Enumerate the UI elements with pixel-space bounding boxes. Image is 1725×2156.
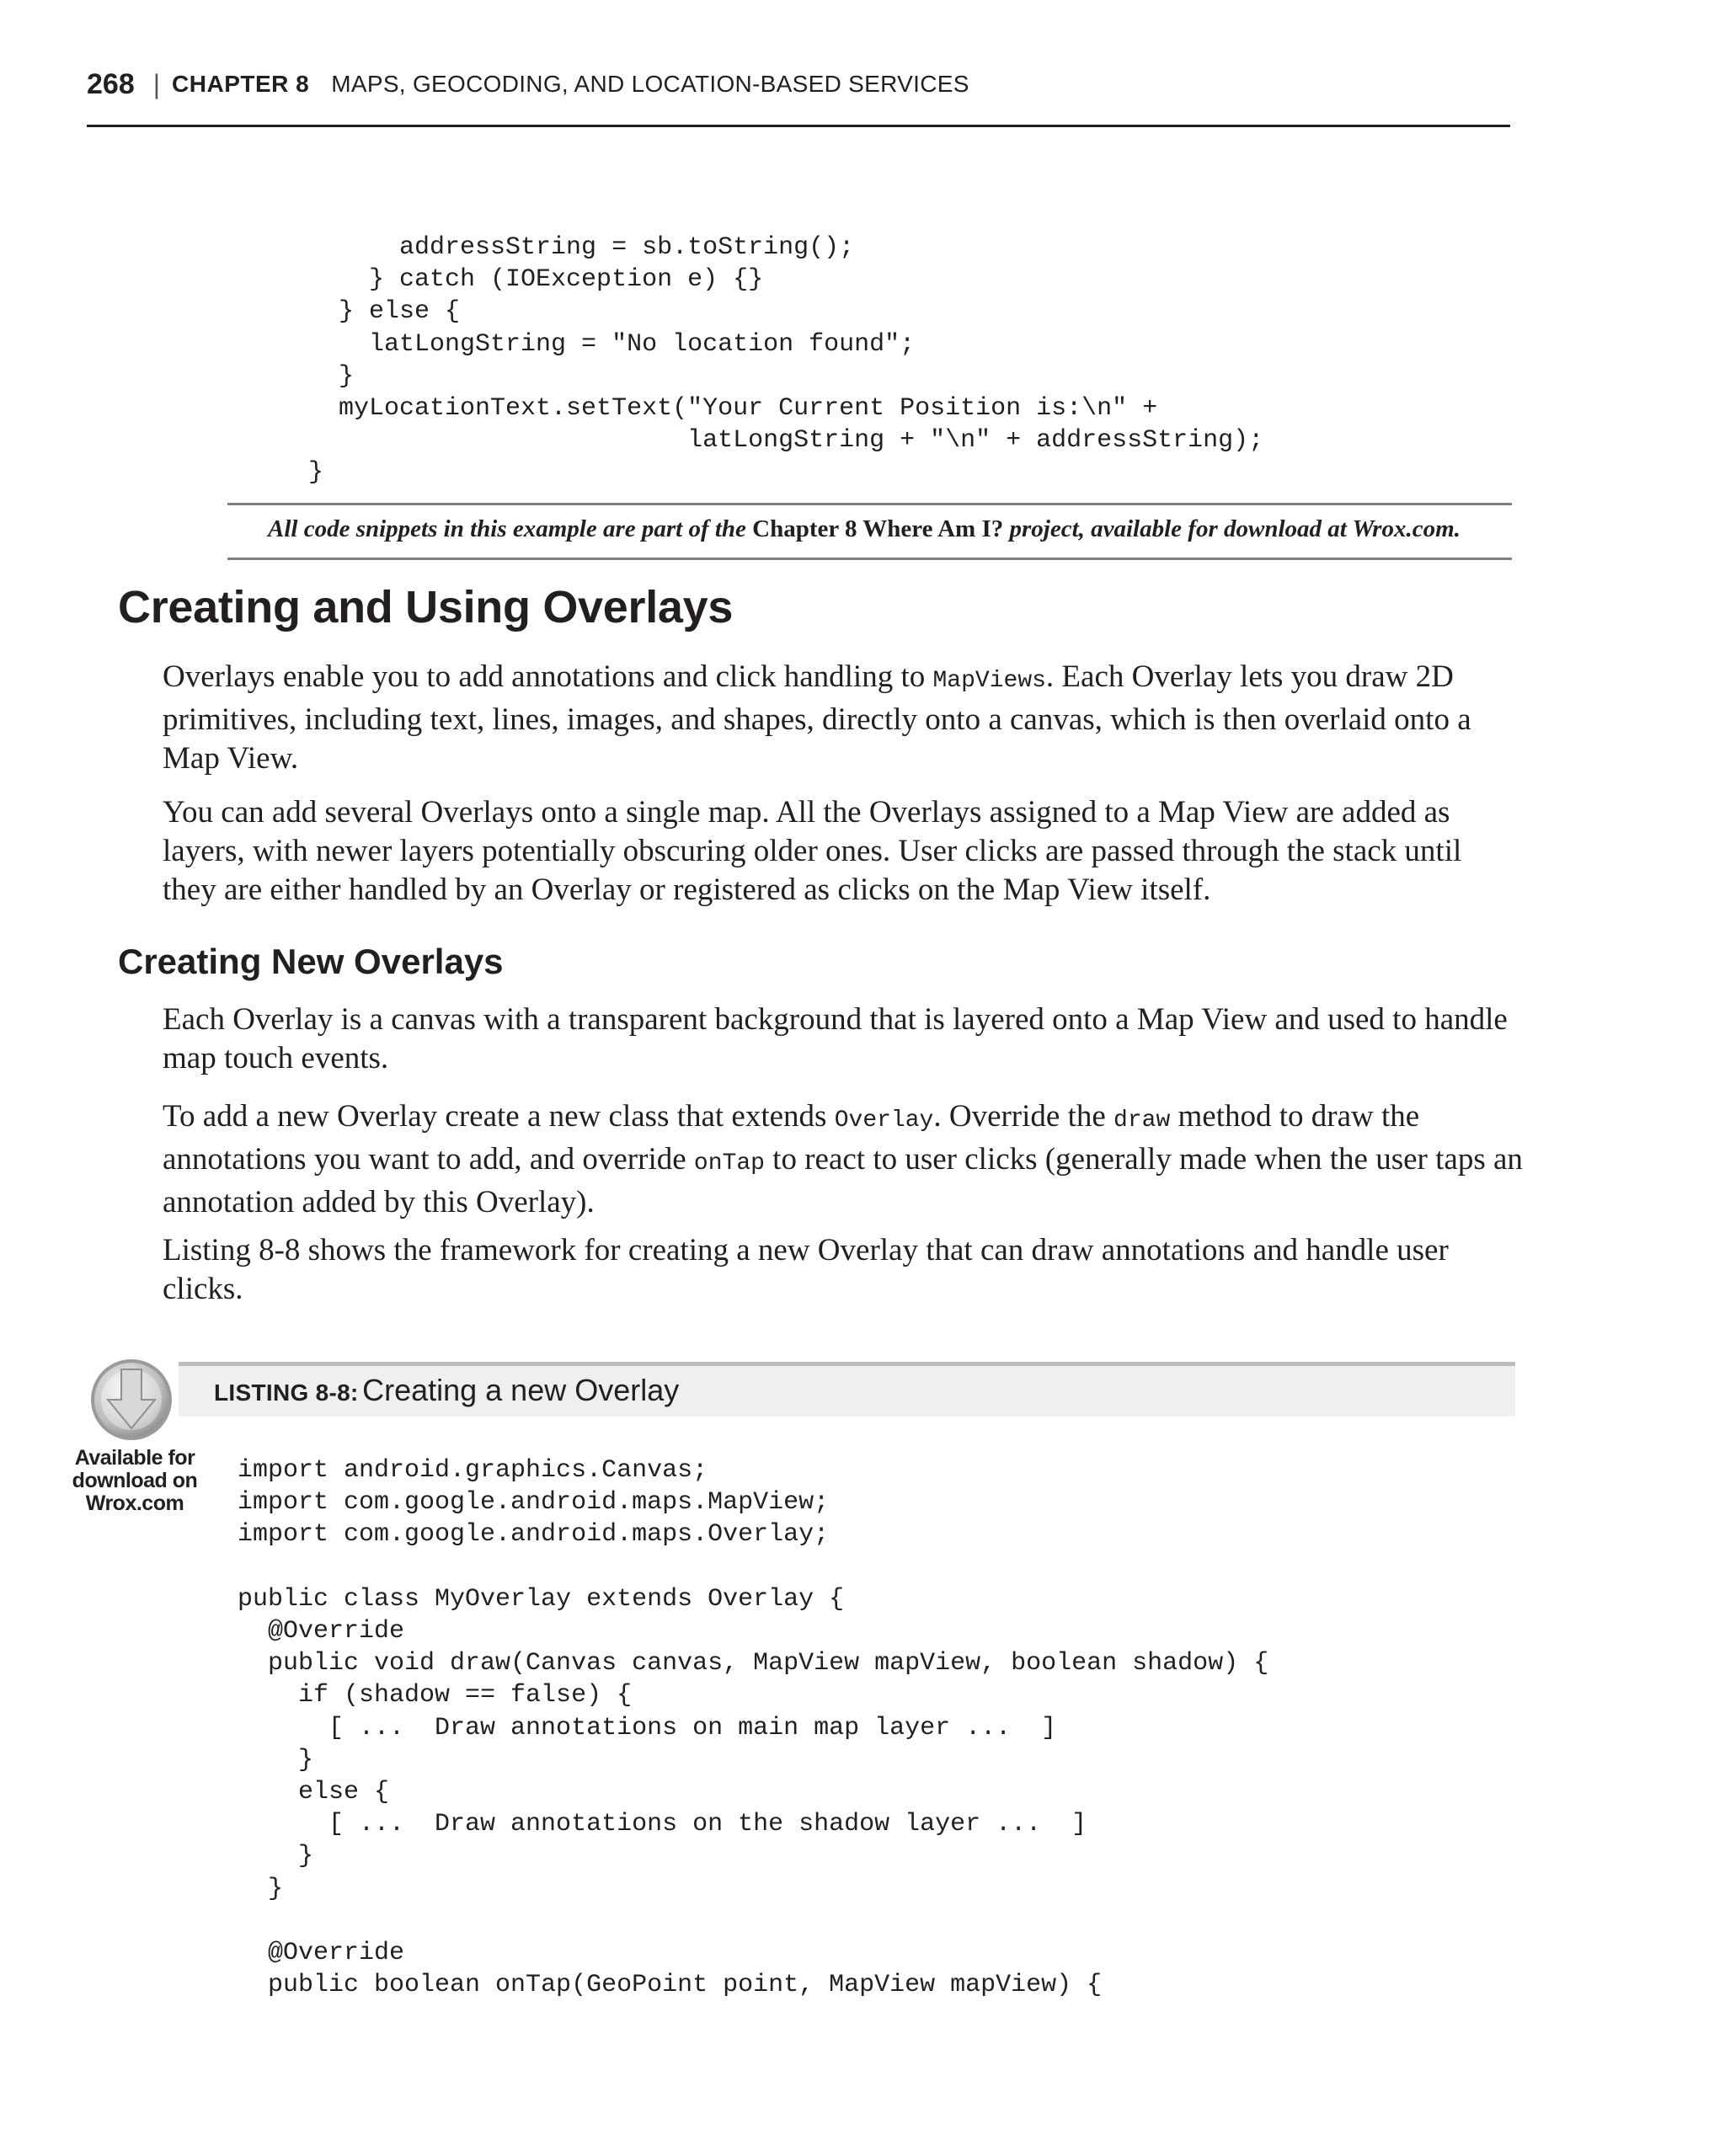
paragraph-overlays-intro: [163, 658, 1523, 778]
download-line-1: Available for: [74, 1446, 195, 1470]
note-project-name: Chapter 8 Where Am I?: [752, 515, 1004, 542]
p1-text-a: Overlays enable you to add annotations and click handling to: [163, 659, 933, 694]
listing-label: LISTING 8-8:: [214, 1380, 359, 1406]
paragraph-extend-overlay: [163, 1097, 1523, 1222]
note-text-end: project, available for download at Wrox.com.: [1003, 515, 1461, 542]
listing-caption: Creating a new Overlay: [362, 1373, 680, 1407]
download-line-2: download on: [72, 1469, 198, 1492]
code-snippet-note: [268, 515, 1514, 543]
section-heading: Creating and Using Overlays: [118, 582, 734, 632]
paragraph-listing-intro: Listing 8-8 shows the framework for creating a new Overlay that can draw annotations and handle user clicks.: [163, 1233, 1449, 1306]
subsection-heading: Creating New Overlays: [118, 942, 504, 981]
listing-code-block: import android.graphics.Canvas; import com.google.android.maps.MapView; import com.google.android.maps.Overlay; public class MyOverlay extends Overlay { @Override public void draw(Canvas canvas, MapView mapView, boolean shadow) { if (shadow == false) { [ ... Draw annotations on main map layer ... ] } else { [ ... Draw annotations on the shadow layer ... ] } } @Override public boolean onTap(GeoPoint point, MapView mapView) {: [238, 1456, 1269, 2000]
download-availability-note: [69, 1447, 200, 1515]
running-header: [87, 66, 1510, 103]
inline-code-mapviews: MapViews: [932, 668, 1046, 694]
inline-code-overlay: Overlay: [834, 1107, 934, 1134]
download-line-3: Wrox.com: [85, 1492, 184, 1515]
paragraph-overlay-layers: You can add several Overlays onto a single map. All the Overlays assigned to a Map View are added as layers, with newer layers potentially obscuring older ones. User clicks are passed through the stack until they are either handled by an Overlay or registered as clicks on the Map View itself.: [163, 795, 1462, 907]
p4-text-b: . Override the: [933, 1099, 1114, 1134]
header-separator: |: [152, 68, 161, 99]
inline-code-draw: draw: [1114, 1107, 1171, 1134]
p4-text-d: to react to user clicks (generally made when the user taps an annotation added by this Overlay).: [163, 1142, 1523, 1219]
chapter-title: MAPS, GEOCODING, AND LOCATION-BASED SERVICES: [331, 71, 969, 97]
p4-text-a: To add a new Overlay create a new class that extends: [163, 1099, 835, 1134]
p4-text-c: method to draw the annotations you want to add, and override: [163, 1099, 1420, 1177]
note-text-start: All code snippets in this example are part of the: [268, 515, 753, 542]
listing-title: [214, 1373, 679, 1408]
download-icon: [89, 1358, 174, 1442]
note-rule-top: [227, 503, 1512, 505]
note-rule-bottom: [227, 558, 1512, 560]
page-number: 268: [87, 67, 135, 100]
header-rule: [87, 125, 1510, 127]
p1-text-b: . Each Overlay lets you draw 2D primitives, including text, lines, images, and shapes, directly onto a canvas, which is then overlaid onto a Map View.: [163, 659, 1471, 776]
inline-code-ontap: onTap: [693, 1150, 765, 1177]
paragraph-overlay-canvas: Each Overlay is a canvas with a transparent background that is layered onto a Map View and used to handle map touch events.: [163, 1002, 1508, 1075]
code-block-continued: addressString = sb.toString(); } catch (IOException e) {} } else { latLongString = "No location found"; } myLocationText.setText("Your Current Position is:\n" + latLongString + "\n" + addressString); }: [308, 233, 1264, 488]
chapter-label: CHAPTER 8: [172, 71, 310, 97]
